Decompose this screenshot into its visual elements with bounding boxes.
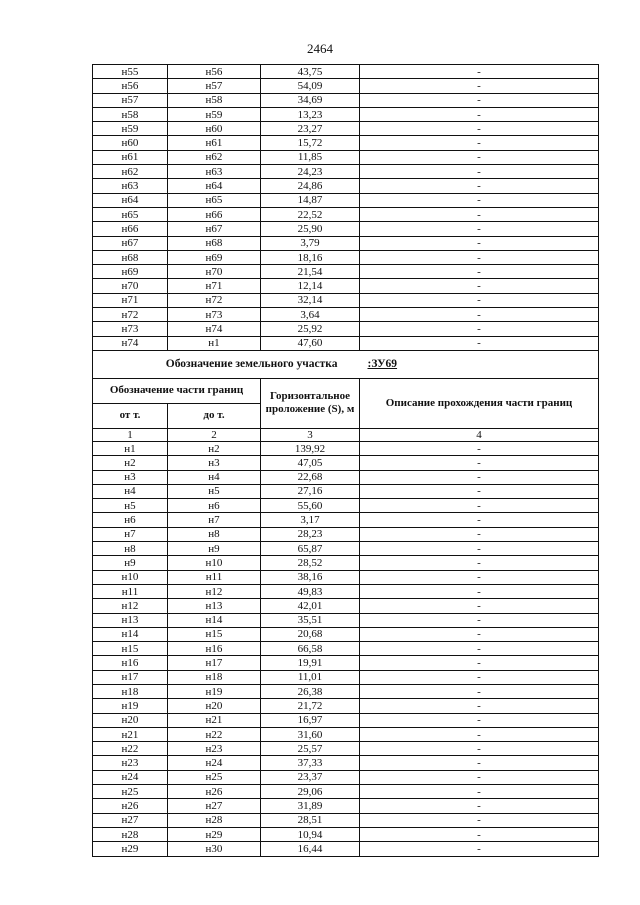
to-point: н8 (168, 527, 261, 541)
distance-value: 13,23 (261, 107, 360, 121)
description-value: - (360, 336, 599, 350)
to-point: н74 (168, 322, 261, 336)
description-value: - (360, 441, 599, 455)
distance-value: 25,92 (261, 322, 360, 336)
distance-value: 28,23 (261, 527, 360, 541)
description-value: - (360, 499, 599, 513)
description-value: - (360, 727, 599, 741)
table-row (93, 250, 599, 264)
description-value: - (360, 293, 599, 307)
section-header (93, 350, 599, 441)
to-point: н58 (168, 93, 261, 107)
to-point: н70 (168, 265, 261, 279)
distance-value: 49,83 (261, 584, 360, 598)
description-value: - (360, 222, 599, 236)
from-point: н16 (93, 656, 168, 670)
table-row (93, 308, 599, 322)
table-row (93, 813, 599, 827)
from-point: н23 (93, 756, 168, 770)
to-point: н56 (168, 65, 261, 79)
distance-value: 54,09 (261, 79, 360, 93)
to-point: н16 (168, 642, 261, 656)
description-value: - (360, 842, 599, 856)
table-row (93, 265, 599, 279)
table-row (93, 742, 599, 756)
to-point: н61 (168, 136, 261, 150)
table-row (93, 336, 599, 350)
description-value: - (360, 556, 599, 570)
to-point: н66 (168, 207, 261, 221)
table-row (93, 599, 599, 613)
header-part: Обозначение части границ (93, 378, 261, 403)
distance-value: 23,37 (261, 770, 360, 784)
to-point: н60 (168, 122, 261, 136)
from-point: н73 (93, 322, 168, 336)
distance-value: 21,54 (261, 265, 360, 279)
to-point: н27 (168, 799, 261, 813)
distance-value: 28,52 (261, 556, 360, 570)
from-point: н63 (93, 179, 168, 193)
to-point: н10 (168, 556, 261, 570)
description-value: - (360, 570, 599, 584)
from-point: н27 (93, 813, 168, 827)
from-point: н13 (93, 613, 168, 627)
table-row (93, 670, 599, 684)
description-value: - (360, 236, 599, 250)
description-value: - (360, 584, 599, 598)
distance-value: 31,60 (261, 727, 360, 741)
table-row (93, 65, 599, 79)
from-point: н9 (93, 556, 168, 570)
to-point: н73 (168, 308, 261, 322)
to-point: н2 (168, 441, 261, 455)
to-point: н69 (168, 250, 261, 264)
description-value: - (360, 542, 599, 556)
to-point: н19 (168, 684, 261, 698)
table-row (93, 827, 599, 841)
from-point: н69 (93, 265, 168, 279)
table-row (93, 441, 599, 455)
distance-value: 12,14 (261, 279, 360, 293)
table-row (93, 193, 599, 207)
to-point: н9 (168, 542, 261, 556)
distance-value: 10,94 (261, 827, 360, 841)
distance-value: 3,64 (261, 308, 360, 322)
distance-value: 38,16 (261, 570, 360, 584)
to-point: н23 (168, 742, 261, 756)
distance-value: 65,87 (261, 542, 360, 556)
table-row (93, 656, 599, 670)
to-point: н67 (168, 222, 261, 236)
description-value: - (360, 713, 599, 727)
to-point: н13 (168, 599, 261, 613)
to-point: н64 (168, 179, 261, 193)
from-point: н70 (93, 279, 168, 293)
distance-value: 66,58 (261, 642, 360, 656)
description-value: - (360, 93, 599, 107)
to-point: н24 (168, 756, 261, 770)
distance-value: 25,57 (261, 742, 360, 756)
distance-value: 22,52 (261, 207, 360, 221)
parcel-row (93, 350, 599, 378)
from-point: н56 (93, 79, 168, 93)
description-value: - (360, 207, 599, 221)
distance-value: 16,97 (261, 713, 360, 727)
description-value: - (360, 193, 599, 207)
from-point: н72 (93, 308, 168, 322)
distance-value: 32,14 (261, 293, 360, 307)
distance-value: 25,90 (261, 222, 360, 236)
to-point: н6 (168, 499, 261, 513)
description-value: - (360, 179, 599, 193)
from-point: н26 (93, 799, 168, 813)
parcel-title: Обозначение земельного участка (93, 350, 360, 378)
distance-value: 18,16 (261, 250, 360, 264)
from-point: н61 (93, 150, 168, 164)
description-value: - (360, 770, 599, 784)
to-point: н65 (168, 193, 261, 207)
table-row (93, 107, 599, 121)
rows-after (93, 441, 599, 856)
from-point: н20 (93, 713, 168, 727)
from-point: н5 (93, 499, 168, 513)
from-point: н21 (93, 727, 168, 741)
table-row (93, 842, 599, 856)
description-value: - (360, 642, 599, 656)
to-point: н12 (168, 584, 261, 598)
from-point: н62 (93, 165, 168, 179)
table-row (93, 513, 599, 527)
description-value: - (360, 599, 599, 613)
distance-value: 22,68 (261, 470, 360, 484)
from-point: н29 (93, 842, 168, 856)
from-point: н2 (93, 456, 168, 470)
distance-value: 23,27 (261, 122, 360, 136)
description-value: - (360, 122, 599, 136)
to-point: н18 (168, 670, 261, 684)
to-point: н14 (168, 613, 261, 627)
description-value: - (360, 165, 599, 179)
to-point: н15 (168, 627, 261, 641)
description-value: - (360, 527, 599, 541)
from-point: н71 (93, 293, 168, 307)
distance-value: 37,33 (261, 756, 360, 770)
table-row (93, 713, 599, 727)
distance-value: 31,89 (261, 799, 360, 813)
table-row (93, 699, 599, 713)
table-row (93, 584, 599, 598)
table-row (93, 799, 599, 813)
description-value: - (360, 136, 599, 150)
to-point: н11 (168, 570, 261, 584)
table-row (93, 279, 599, 293)
table-row (93, 570, 599, 584)
table-row (93, 785, 599, 799)
table-row (93, 293, 599, 307)
table-row (93, 556, 599, 570)
distance-value: 43,75 (261, 65, 360, 79)
table-row (93, 136, 599, 150)
description-value: - (360, 742, 599, 756)
column-numbers-row (93, 428, 599, 441)
from-point: н10 (93, 570, 168, 584)
description-value: - (360, 670, 599, 684)
table-row (93, 165, 599, 179)
header-distance: Горизонтальное проложение (S), м (261, 378, 360, 428)
distance-value: 28,51 (261, 813, 360, 827)
from-point: н55 (93, 65, 168, 79)
from-point: н4 (93, 484, 168, 498)
description-value: - (360, 613, 599, 627)
table-row (93, 179, 599, 193)
to-point: н63 (168, 165, 261, 179)
distance-value: 47,60 (261, 336, 360, 350)
from-point: н22 (93, 742, 168, 756)
table-row (93, 542, 599, 556)
from-point: н11 (93, 584, 168, 598)
table-row (93, 642, 599, 656)
from-point: н58 (93, 107, 168, 121)
from-point: н68 (93, 250, 168, 264)
to-point: н29 (168, 827, 261, 841)
column-number: 1 (93, 428, 168, 441)
from-point: н65 (93, 207, 168, 221)
header-description: Описание прохождения части границ (360, 378, 599, 428)
to-point: н30 (168, 842, 261, 856)
to-point: н20 (168, 699, 261, 713)
table-row (93, 222, 599, 236)
from-point: н25 (93, 785, 168, 799)
to-point: н59 (168, 107, 261, 121)
from-point: н3 (93, 470, 168, 484)
description-value: - (360, 799, 599, 813)
distance-value: 3,79 (261, 236, 360, 250)
to-point: н62 (168, 150, 261, 164)
table-row (93, 470, 599, 484)
to-point: н28 (168, 813, 261, 827)
table-row (93, 499, 599, 513)
to-point: н17 (168, 656, 261, 670)
distance-value: 24,23 (261, 165, 360, 179)
from-point: н66 (93, 222, 168, 236)
description-value: - (360, 65, 599, 79)
table-row (93, 727, 599, 741)
distance-value: 29,06 (261, 785, 360, 799)
from-point: н64 (93, 193, 168, 207)
table-row (93, 236, 599, 250)
from-point: н24 (93, 770, 168, 784)
distance-value: 24,86 (261, 179, 360, 193)
distance-value: 14,87 (261, 193, 360, 207)
description-value: - (360, 79, 599, 93)
distance-value: 11,85 (261, 150, 360, 164)
description-value: - (360, 827, 599, 841)
table-row (93, 456, 599, 470)
from-point: н19 (93, 699, 168, 713)
table-row (93, 770, 599, 784)
distance-value: 139,92 (261, 441, 360, 455)
column-number: 3 (261, 428, 360, 441)
parcel-code: :ЗУ69 (360, 350, 599, 378)
rows-before (93, 65, 599, 351)
header-from: от т. (93, 403, 168, 428)
from-point: н57 (93, 93, 168, 107)
table-row (93, 627, 599, 641)
description-value: - (360, 470, 599, 484)
header-to: до т. (168, 403, 261, 428)
header-row-1 (93, 378, 599, 403)
page-number: 2464 (307, 41, 333, 56)
from-point: н12 (93, 599, 168, 613)
distance-value: 34,69 (261, 93, 360, 107)
boundary-table (92, 64, 599, 857)
distance-value: 47,05 (261, 456, 360, 470)
distance-value: 20,68 (261, 627, 360, 641)
column-number: 2 (168, 428, 261, 441)
description-value: - (360, 684, 599, 698)
table-row (93, 684, 599, 698)
distance-value: 19,91 (261, 656, 360, 670)
from-point: н67 (93, 236, 168, 250)
description-value: - (360, 308, 599, 322)
to-point: н1 (168, 336, 261, 350)
to-point: н5 (168, 484, 261, 498)
to-point: н3 (168, 456, 261, 470)
description-value: - (360, 456, 599, 470)
distance-value: 16,44 (261, 842, 360, 856)
description-value: - (360, 250, 599, 264)
from-point: н18 (93, 684, 168, 698)
description-value: - (360, 279, 599, 293)
to-point: н57 (168, 79, 261, 93)
table-row (93, 122, 599, 136)
table-row (93, 207, 599, 221)
from-point: н14 (93, 627, 168, 641)
distance-value: 21,72 (261, 699, 360, 713)
description-value: - (360, 150, 599, 164)
to-point: н71 (168, 279, 261, 293)
to-point: н21 (168, 713, 261, 727)
description-value: - (360, 484, 599, 498)
distance-value: 11,01 (261, 670, 360, 684)
distance-value: 26,38 (261, 684, 360, 698)
column-number: 4 (360, 428, 599, 441)
from-point: н8 (93, 542, 168, 556)
description-value: - (360, 107, 599, 121)
description-value: - (360, 513, 599, 527)
distance-value: 15,72 (261, 136, 360, 150)
table-row (93, 484, 599, 498)
distance-value: 42,01 (261, 599, 360, 613)
table-row (93, 613, 599, 627)
from-point: н60 (93, 136, 168, 150)
from-point: н28 (93, 827, 168, 841)
to-point: н72 (168, 293, 261, 307)
distance-value: 27,16 (261, 484, 360, 498)
from-point: н15 (93, 642, 168, 656)
description-value: - (360, 699, 599, 713)
to-point: н68 (168, 236, 261, 250)
table-row (93, 79, 599, 93)
description-value: - (360, 265, 599, 279)
to-point: н4 (168, 470, 261, 484)
table-row (93, 527, 599, 541)
to-point: н7 (168, 513, 261, 527)
to-point: н26 (168, 785, 261, 799)
description-value: - (360, 756, 599, 770)
table-row (93, 322, 599, 336)
distance-value: 55,60 (261, 499, 360, 513)
from-point: н59 (93, 122, 168, 136)
from-point: н7 (93, 527, 168, 541)
description-value: - (360, 322, 599, 336)
from-point: н74 (93, 336, 168, 350)
to-point: н22 (168, 727, 261, 741)
table-row (93, 150, 599, 164)
table-row (93, 93, 599, 107)
description-value: - (360, 813, 599, 827)
distance-value: 3,17 (261, 513, 360, 527)
description-value: - (360, 627, 599, 641)
distance-value: 35,51 (261, 613, 360, 627)
table-row (93, 756, 599, 770)
from-point: н1 (93, 441, 168, 455)
from-point: н6 (93, 513, 168, 527)
description-value: - (360, 785, 599, 799)
to-point: н25 (168, 770, 261, 784)
from-point: н17 (93, 670, 168, 684)
description-value: - (360, 656, 599, 670)
